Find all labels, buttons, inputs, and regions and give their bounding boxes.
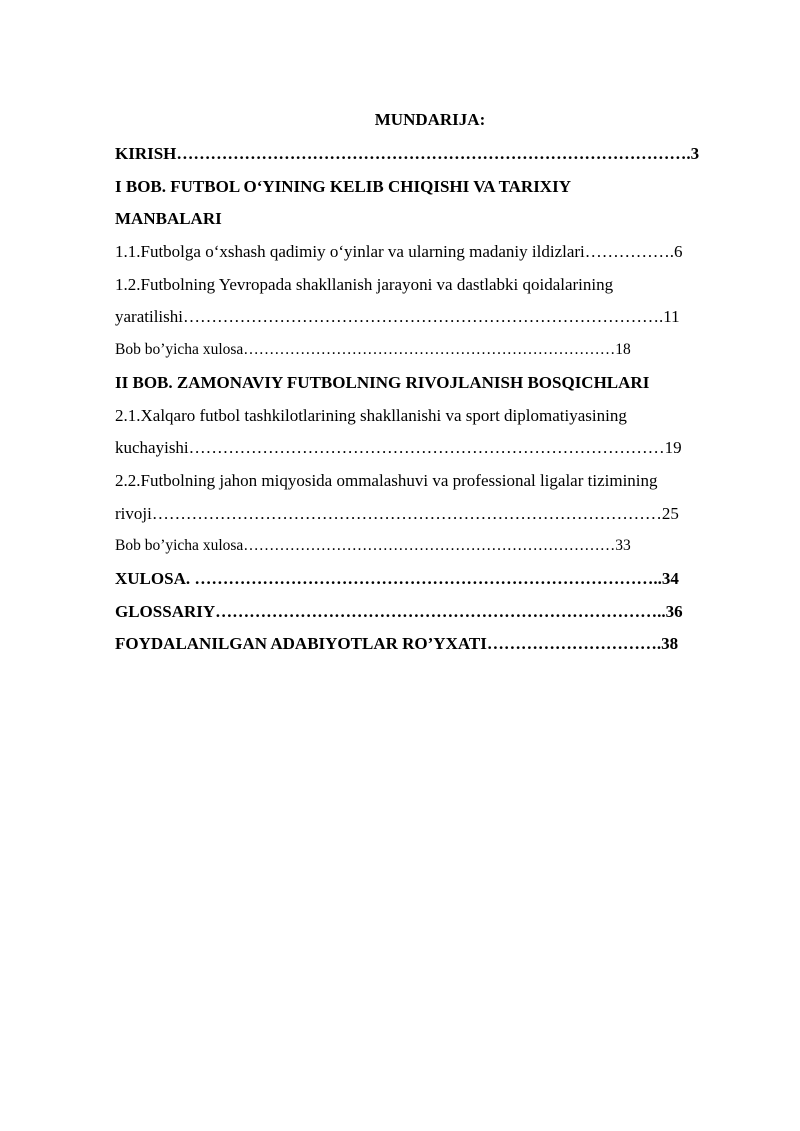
toc-entry: II BOB. ZAMONAVIY FUTBOLNING RIVOJLANISH BOSQICHLARI [115,372,650,392]
toc-entry: I BOB. FUTBOL O‘YINING KELIB CHIQISHI VA TARIXIY [115,176,571,196]
toc-entry: 2.1.Xalqaro futbol tashkilotlarining shakllanishi va sport diplomatiyasining [115,405,627,425]
toc-entry: FOYDALANILGAN ADABIYOTLAR RO’YXATI………………………….38 [115,634,679,654]
toc-entry: 2.2.Futbolning jahon miqyosida ommalashuvi va professional ligalar tizimining [115,470,658,490]
toc-entry: MANBALARI [115,209,222,229]
toc-entry: Bob bo’yicha xulosa………………………………………………………………33 [115,537,631,555]
toc-entry: Bob bo’yicha xulosa………………………………………………………………18 [115,341,631,359]
table-of-contents [115,108,745,661]
toc-lines [115,138,745,661]
toc-entry: kuchayishi…………………………………………………………………………19 [115,438,682,458]
toc-entry: yaratilishi………………………………………………………………………….11 [115,307,680,327]
toc-entry: rivoji………………………………………………………………………………25 [115,503,679,523]
toc-entry: 1.1.Futbolga o‘xshash qadimiy o‘yinlar va ularning madaniy ildizlari…………….6 [115,242,683,262]
toc-title: MUNDARIJA: [374,110,486,129]
toc-entry: XULOSA. ………………………………………………………………………..34 [115,568,679,588]
toc-entry: GLOSSARIY……………………………………………………………………..36 [115,601,683,621]
toc-entry: 1.2.Futbolning Yevropada shakllanish jarayoni va dastlabki qoidalarining [115,274,614,294]
toc-entry: KIRISH……………………………………………………………………………….3 [115,144,700,163]
